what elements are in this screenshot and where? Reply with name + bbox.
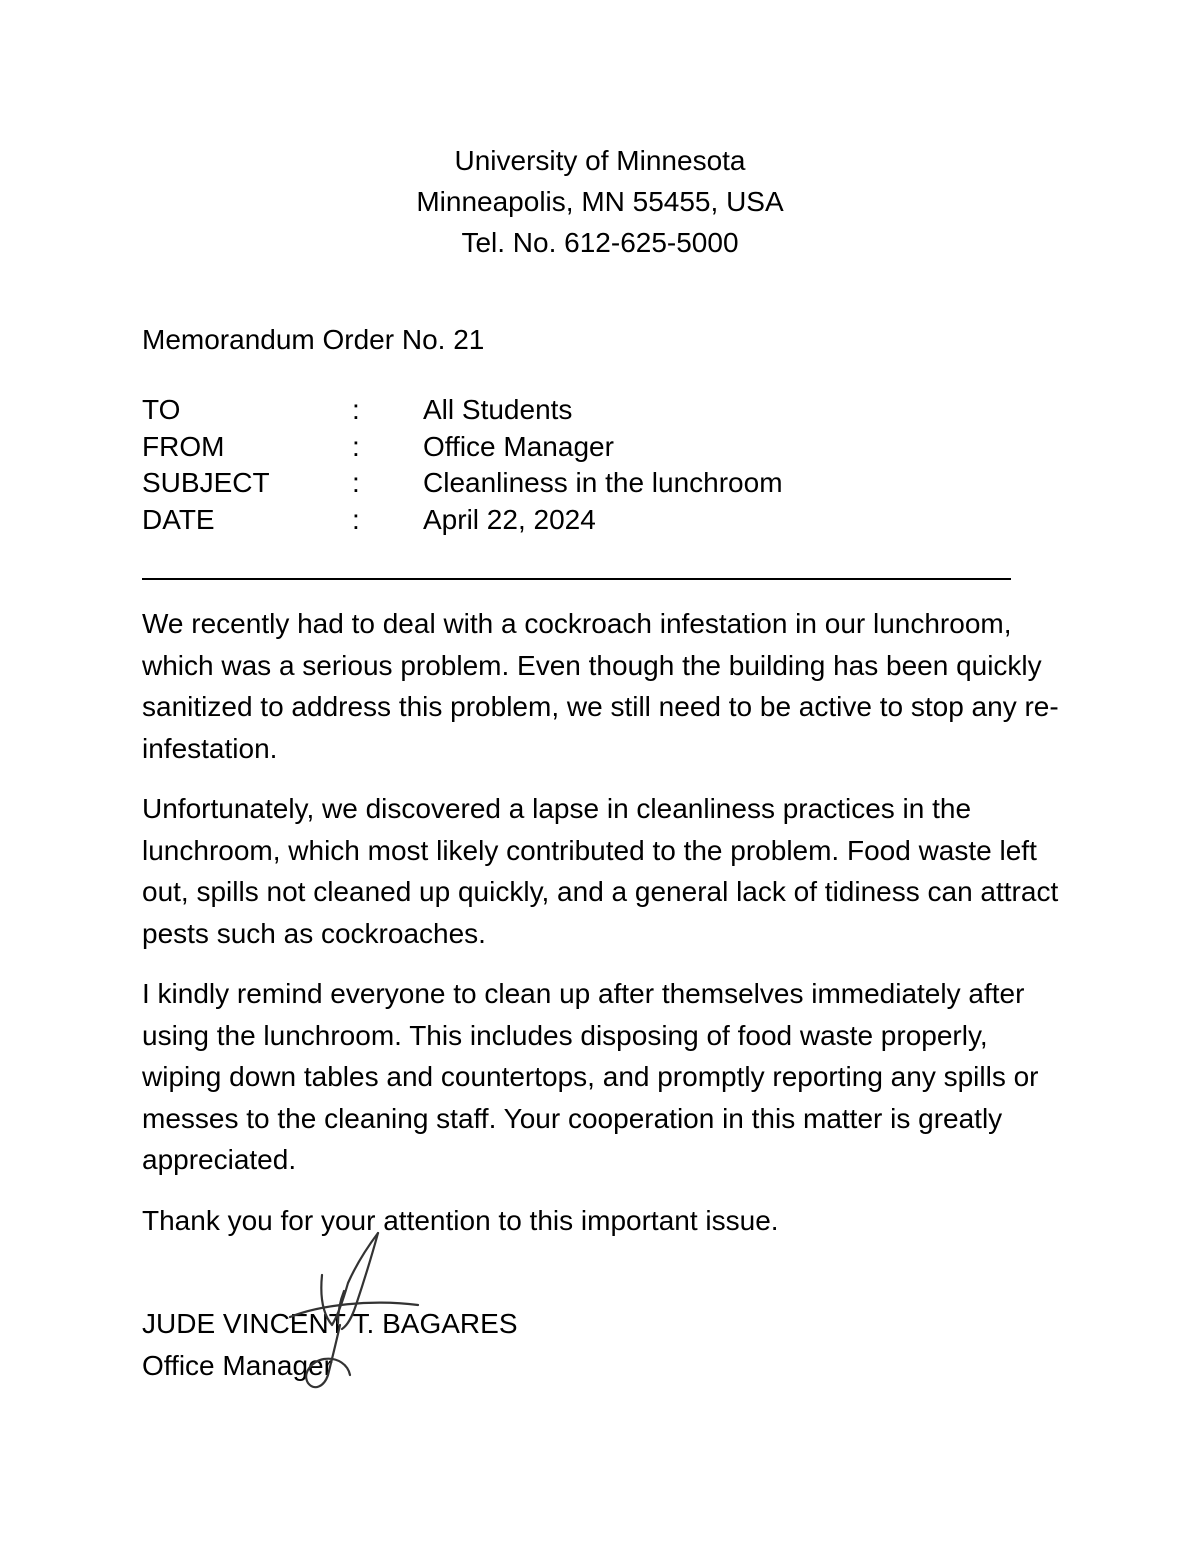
header-separator: :: [352, 394, 360, 425]
body-paragraph: Unfortunately, we discovered a lapse in cleanliness practices in the lunchroom, which most likely contributed to the problem. Food waste left out, spills not cleaned up quickly, and a general lack of tidiness can attract pests such as cockroaches.: [142, 793, 1059, 949]
letterhead: [0, 140, 1200, 263]
body-paragraph: Thank you for your attention to this important issue.: [142, 1204, 779, 1236]
memo-body: [142, 603, 1072, 1260]
signatory-name: JUDE VINCENT T. BAGARES: [142, 1308, 518, 1339]
handwritten-signature: [260, 1225, 440, 1395]
header-divider: [142, 578, 1011, 580]
institution-address: Minneapolis, MN 55455, USA: [416, 186, 784, 217]
header-value: Cleanliness in the lunchroom: [423, 467, 783, 498]
header-value: April 22, 2024: [423, 503, 596, 535]
header-separator: :: [352, 430, 360, 462]
signatory-title: Office Manager: [142, 1350, 333, 1381]
header-label: DATE: [142, 503, 215, 535]
header-separator: :: [352, 503, 360, 535]
header-separator: :: [352, 467, 360, 498]
body-paragraph: I kindly remind everyone to clean up after themselves immediately after using the lunchroom. This includes disposing of food waste properly, wiping down tables and countertops, and promptly reporting any spills or messes to the cleaning staff. Your cooperation in this matter is greatly appreciated.: [142, 978, 1039, 1175]
header-label: SUBJECT: [142, 467, 270, 498]
memo-number: Memorandum Order No. 21: [142, 324, 485, 355]
institution-phone: Tel. No. 612-625-5000: [461, 227, 739, 258]
header-label: TO: [142, 394, 181, 425]
institution-name: University of Minnesota: [454, 145, 746, 176]
header-value: Office Manager: [423, 430, 614, 462]
body-paragraph: We recently had to deal with a cockroach infestation in our lunchroom, which was a serious problem. Even though the building has been quickly sanitized to address this problem, we still need to be active to stop any re-infestation.: [142, 608, 1059, 764]
header-value: All Students: [423, 394, 573, 425]
header-label: FROM: [142, 430, 225, 462]
